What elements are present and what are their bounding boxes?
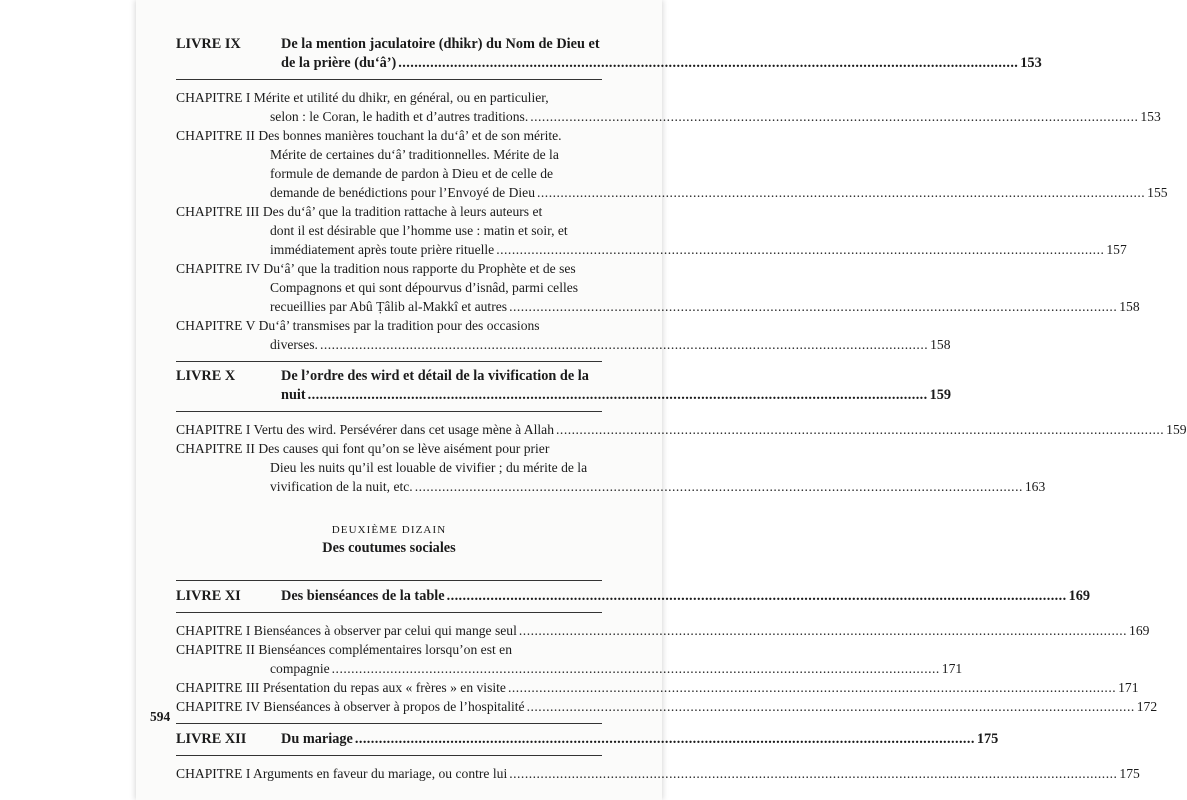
dot-leader [508, 678, 1116, 697]
chapter-title-line: vivification de la nuit, etc. [270, 479, 413, 494]
chapter-title-line: dont il est désirable que l’homme use : matin et soir, et [270, 223, 568, 238]
book-page [136, 0, 1187, 800]
chapter-label: CHAPITRE II [176, 642, 255, 657]
chapter-title-line: demande de benédictions pour l’Envoyé de Dieu [270, 185, 535, 200]
chapter-title-line: Bienséances complémentaires lorsqu’on est en [258, 642, 512, 657]
dot-leader [415, 477, 1023, 496]
chapter-entry [176, 126, 1168, 202]
chapter-entry [176, 202, 1127, 259]
livre-xii-entry [176, 730, 999, 749]
chapter-label: CHAPITRE I [176, 766, 251, 781]
chapter-label: CHAPITRE V [176, 318, 256, 333]
livre-title-line: De la mention jaculatoire (dhikr) du Nom de Dieu et [281, 36, 600, 52]
page-number: 158 [930, 337, 951, 352]
page-number: 159 [929, 387, 952, 403]
chapter-title-line: Dieu les nuits qu’il est louable de vivifier ; du mérite de la [270, 460, 588, 475]
dizain-title: Des coutumes sociales [322, 540, 456, 556]
page-number: 169 [1068, 588, 1091, 604]
table-of-contents [176, 31, 1187, 783]
chapter-entry [176, 640, 963, 678]
chapter-title-line: formule de demande de pardon à Dieu et de celle de [270, 166, 554, 181]
chapter-title-line: compagnie [270, 661, 330, 676]
page-number: 163 [1024, 479, 1046, 494]
dot-leader [320, 335, 928, 354]
chapter-label: CHAPITRE II [176, 441, 255, 456]
chapter-title-line: Des causes qui font qu’on se lève aisément pour prier [258, 441, 550, 456]
livre-x-entry [176, 367, 952, 405]
livre-title-line: de la prière (du‘â’) [281, 55, 397, 71]
dot-leader [509, 764, 1117, 783]
livre-title-line: Des bienséances de la table [281, 588, 445, 604]
chapter-title-line: Compagnons et qui sont dépourvus d’isnâd, parmi celles [270, 280, 579, 295]
livre-title-line: nuit [281, 387, 306, 403]
dot-leader [509, 297, 1117, 316]
page-number: 175 [1119, 766, 1140, 781]
chapter-title-line: recueillies par Abû Ṭâlib al-Makkî et autres [270, 299, 508, 314]
page-number: 157 [1106, 242, 1127, 257]
livre-title-line: Du mariage [281, 731, 353, 747]
page-number: 158 [1119, 299, 1140, 314]
dot-leader [308, 386, 928, 405]
dot-leader [447, 587, 1067, 606]
livre-label: LIVRE X [176, 368, 236, 384]
divider [176, 755, 602, 756]
chapter-title-line: diverses. [270, 337, 318, 352]
chapter-entry [176, 764, 1140, 783]
page-number: 171 [941, 661, 963, 676]
chapter-entry [176, 316, 951, 354]
dot-leader [496, 240, 1104, 259]
chapter-label: CHAPITRE IV [176, 261, 260, 276]
chapter-title-line: Présentation du repas aux « frères » en visite [262, 680, 506, 695]
chapter-title-line: Mérite et utilité du dhikr, en général, ou en particulier, [253, 90, 549, 105]
livre-ix-entry [176, 35, 1042, 73]
chapter-title-line: selon : le Coran, le hadith et d’autres traditions. [270, 109, 529, 124]
chapter-title-line: Bienséances à observer à propos de l’hospitalité [263, 699, 525, 714]
chapter-entry [176, 259, 1140, 316]
dot-leader [398, 54, 1018, 73]
page-number: 155 [1147, 185, 1168, 200]
dot-leader [355, 730, 975, 749]
divider [176, 411, 602, 412]
folio-page-number: 594 [150, 709, 171, 724]
divider [176, 79, 602, 80]
chapter-title-line: Des bonnes manières touchant la du‘â’ et de son mérite. [258, 128, 562, 143]
chapter-entry [176, 439, 1046, 496]
dot-leader [537, 183, 1145, 202]
chapter-entry [176, 697, 1158, 716]
chapter-entry [176, 420, 1187, 439]
divider [176, 612, 602, 613]
chapter-title-line: Vertu des wird. Persévérer dans cet usage mène à Allah [253, 422, 555, 437]
dot-leader [519, 621, 1127, 640]
page-number: 153 [1020, 55, 1042, 71]
page-number: 175 [976, 731, 999, 747]
page-number: 172 [1136, 699, 1158, 714]
chapter-title-line: Mérite de certaines du‘â’ traditionnelles. Mérite de la [270, 147, 559, 162]
chapter-label: CHAPITRE I [176, 90, 251, 105]
livre-xi-entry [176, 587, 1091, 606]
divider [176, 723, 602, 724]
chapter-title-line: Du‘â’ transmises par la tradition pour des occasions [258, 318, 540, 333]
section-heading [176, 522, 602, 558]
page-number: 171 [1118, 680, 1139, 695]
page-number: 169 [1129, 623, 1150, 638]
livre-label: LIVRE IX [176, 36, 241, 52]
dot-leader [530, 107, 1138, 126]
chapter-title-line: Du‘â’ que la tradition nous rapporte du Prophète et de ses [263, 261, 576, 276]
chapter-label: CHAPITRE II [176, 128, 255, 143]
dot-leader [556, 420, 1164, 439]
chapter-title-line: Bienséances à observer par celui qui mange seul [253, 623, 517, 638]
chapter-entry [176, 678, 1139, 697]
livre-label: LIVRE XI [176, 588, 241, 604]
chapter-title-line: immédiatement après toute prière rituelle [270, 242, 495, 257]
chapter-label: CHAPITRE I [176, 623, 251, 638]
chapter-label: CHAPITRE III [176, 680, 260, 695]
page-number: 159 [1166, 422, 1187, 437]
chapter-label: CHAPITRE I [176, 422, 251, 437]
chapter-title-line: Arguments en faveur du mariage, ou contre lui [253, 766, 508, 781]
chapter-entry [176, 621, 1150, 640]
chapter-entry [176, 88, 1161, 126]
livre-label: LIVRE XII [176, 731, 247, 747]
dot-leader [332, 659, 940, 678]
dot-leader [527, 697, 1135, 716]
dizain-label: DEUXIÈME DIZAIN [331, 524, 447, 536]
page-number: 153 [1140, 109, 1161, 124]
chapter-label: CHAPITRE III [176, 204, 260, 219]
livre-title-line: De l’ordre des wird et détail de la vivification de la [281, 368, 589, 384]
divider [176, 361, 602, 362]
chapter-title-line: Des du‘â’ que la tradition rattache à leurs auteurs et [262, 204, 543, 219]
divider [176, 580, 602, 581]
chapter-label: CHAPITRE IV [176, 699, 260, 714]
